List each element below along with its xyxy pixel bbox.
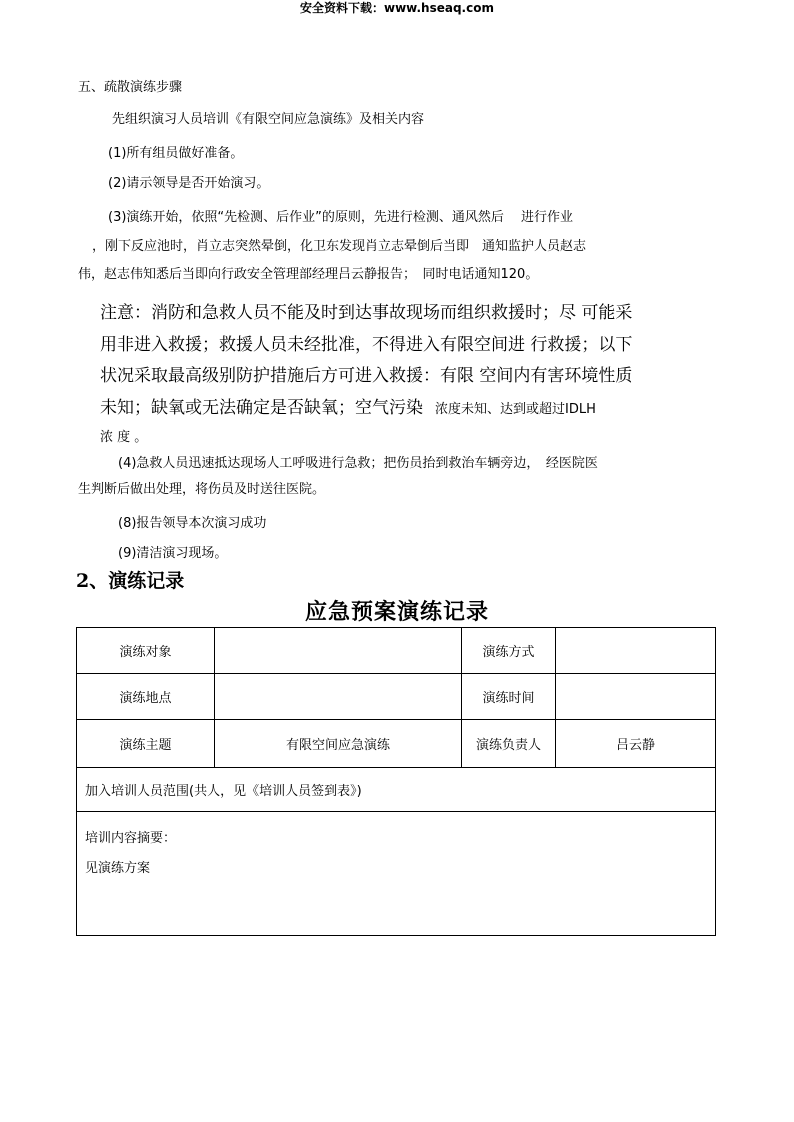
note-line-2: 用非进入救援；救援人员未经批准，不得进入有限空间进 行救援；以下 — [100, 335, 633, 355]
value-drill-time — [556, 674, 716, 720]
note-line-4-tail: 浓度未知、达到或超过IDLH — [435, 402, 596, 417]
section-heading-drill-record: 2、演练记录 — [76, 570, 185, 592]
note-line-3: 状况采取最高级别防护措施后方可进入救援：有限 空间内有害环境性质 — [100, 366, 633, 386]
intro-paragraph: 先组织演习人员培训《有限空间应急演练》及相关内容 — [112, 112, 425, 127]
value-drill-method — [556, 628, 716, 674]
training-summary-cell — [77, 812, 716, 936]
value-drill-leader: 吕云静 — [556, 720, 716, 768]
step-1: (1)所有组员做好准备。 — [108, 146, 244, 161]
note-line-4 — [100, 393, 596, 418]
participants-scope: 加入培训人员范围(共人，见《培训人员签到表》) — [77, 768, 716, 812]
step-9: (9)清洁演习现场。 — [118, 546, 228, 561]
step-3-line-3: 伟，赵志伟知悉后当即向行政安全管理部经理吕云静报告； 同时电话通知120。 — [78, 267, 539, 282]
step-4-line-2: 生判断后做出处理，将伤员及时送往医院。 — [78, 482, 326, 497]
table-row — [77, 628, 716, 674]
note-line-5: 浓 度 。 — [100, 430, 148, 445]
record-table-title: 应急预案演练记录 — [304, 599, 489, 625]
step-2: (2)请示领导是否开始演习。 — [108, 176, 270, 191]
step-4-line-1: (4)急救人员迅速抵达现场人工呼吸进行急救；把伤员抬到救治车辆旁边， 经医院医 — [118, 456, 598, 471]
training-summary-text: 见演练方案 — [85, 861, 151, 876]
section-heading-evacuation-steps: 五、疏散演练步骤 — [78, 80, 183, 95]
label-drill-method: 演练方式 — [462, 628, 556, 674]
step-3-line-1: (3)演练开始，依照“先检测、后作业”的原则，先进行检测、通风然后 进行作业 — [108, 210, 574, 225]
step-3-line-2: ，刚下反应池时，肖立志突然晕倒，化卫东发现肖立志晕倒后当即 通知监护人员赵志 — [92, 239, 587, 254]
drill-record-table — [76, 627, 716, 936]
label-drill-theme: 演练主题 — [77, 720, 215, 768]
value-drill-theme: 有限空间应急演练 — [215, 720, 462, 768]
table-row — [77, 720, 716, 768]
table-row — [77, 812, 716, 936]
page-header: 安全资料下载：www.hseaq.com — [300, 1, 494, 15]
label-drill-time: 演练时间 — [462, 674, 556, 720]
table-row — [77, 768, 716, 812]
table-row — [77, 674, 716, 720]
label-drill-location: 演练地点 — [77, 674, 215, 720]
step-8: (8)报告领导本次演习成功 — [118, 516, 267, 531]
value-drill-location — [215, 674, 462, 720]
note-line-4-main: 未知；缺氧或无法确定是否缺氧；空气污染 — [100, 398, 423, 418]
value-drill-target — [215, 628, 462, 674]
label-drill-target: 演练对象 — [77, 628, 215, 674]
label-drill-leader: 演练负责人 — [462, 720, 556, 768]
training-summary-label: 培训内容摘要： — [85, 831, 177, 846]
note-line-1: 注意：消防和急救人员不能及时到达事故现场而组织救援时；尽 可能采 — [100, 303, 633, 323]
